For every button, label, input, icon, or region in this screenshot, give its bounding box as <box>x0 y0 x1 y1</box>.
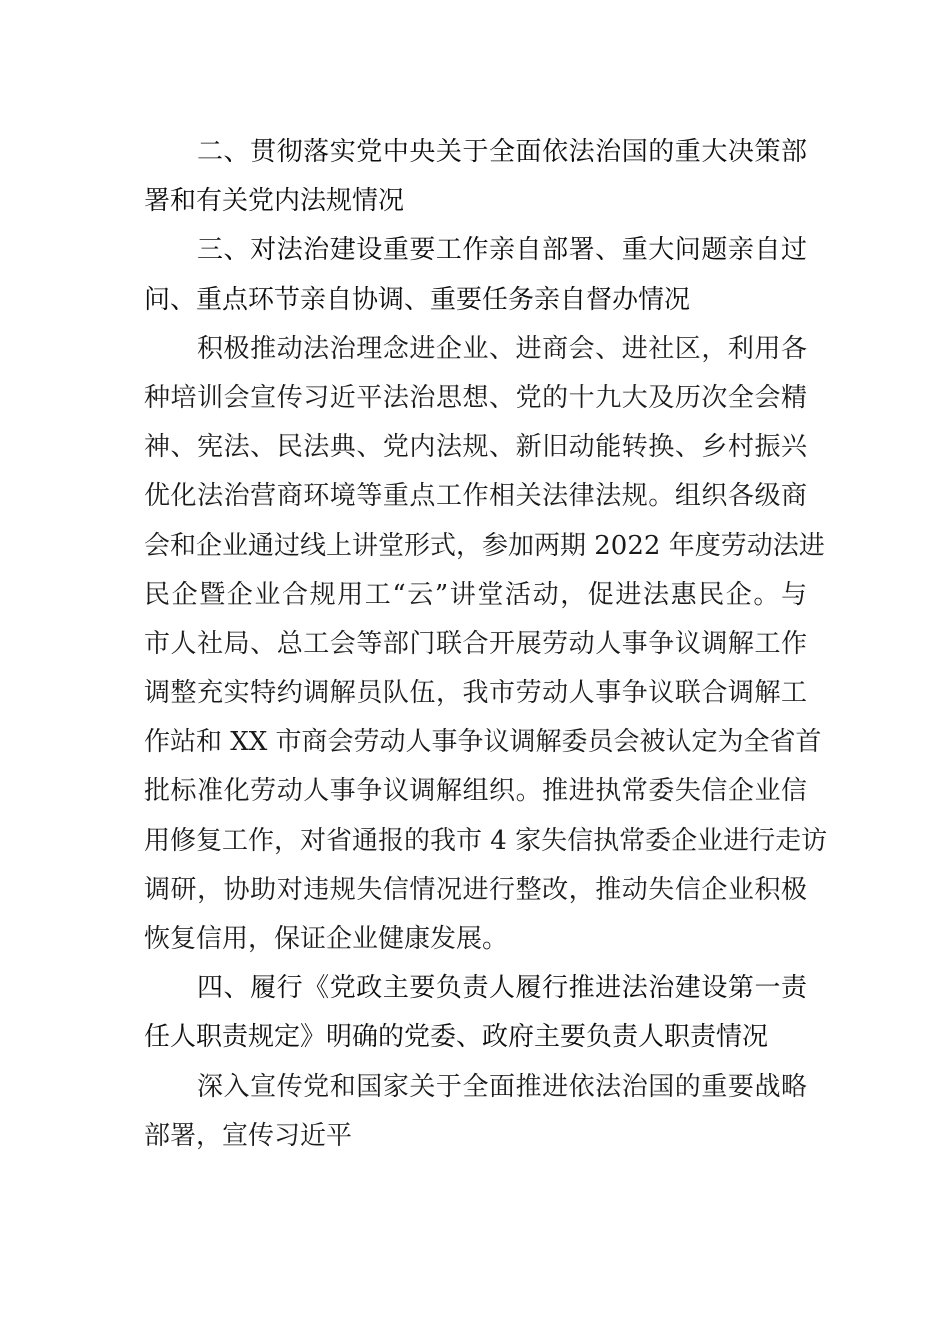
paragraph-line: 批标准化劳动人事争议调解组织。推进执常委失信企业信 <box>144 776 807 807</box>
paragraph-line: 深入宣传党和国家关于全面推进依法治国的重要战略 <box>197 1071 807 1102</box>
section-4-paragraph <box>144 1063 807 1161</box>
paragraph-line: 种培训会宣传习近平法治思想、党的十九大及历次全会精 <box>144 382 807 413</box>
heading-line: 二、贯彻落实党中央关于全面依法治国的重大决策部 <box>197 137 807 167</box>
paragraph-line: 会和企业通过线上讲堂形式，参加两期 2022 年度劳动法进 <box>144 530 825 561</box>
heading-line: 署和有关党内法规情况 <box>144 186 405 217</box>
heading-line: 四、履行《党政主要负责人履行推进法治建设第一责 <box>197 973 807 1004</box>
heading-line: 问、重点环节亲自协调、重要任务亲自督办情况 <box>144 284 691 315</box>
paragraph-line: 民企暨企业合规用工“云”讲堂活动，促进法惠民企。与 <box>144 579 807 610</box>
paragraph-line: 用修复工作，对省通报的我市 4 家失信执常委企业进行走访 <box>144 825 828 856</box>
heading-line: 三、对法治建设重要工作亲自部署、重大问题亲自过 <box>197 235 807 266</box>
section-3-paragraph <box>144 325 828 964</box>
paragraph-line: 恢复信用，保证企业健康发展。 <box>144 924 509 954</box>
section-heading-4 <box>144 964 807 1062</box>
section-heading-3 <box>144 226 807 324</box>
paragraph-line: 积极推动法治理念进企业、进商会、进社区，利用各 <box>197 333 807 364</box>
paragraph-line: 调整充实特约调解员队伍，我市劳动人事争议联合调解工 <box>144 678 807 709</box>
paragraph-line: 优化法治营商环境等重点工作相关法律法规。组织各级商 <box>144 481 807 512</box>
paragraph-line: 作站和 XX 市商会劳动人事争议调解委员会被认定为全省首 <box>144 727 822 758</box>
section-heading-2 <box>144 128 807 226</box>
paragraph-line: 部署，宣传习近平 <box>144 1120 353 1151</box>
paragraph-line: 市人社局、总工会等部门联合开展劳动人事争议调解工作 <box>144 628 807 659</box>
document-page <box>144 128 828 1161</box>
heading-line: 任人职责规定》明确的党委、政府主要负责人职责情况 <box>144 1022 769 1053</box>
paragraph-line: 调研，协助对违规失信情况进行整改，推动失信企业积极 <box>144 874 807 905</box>
paragraph-line: 神、宪法、民法典、党内法规、新旧动能转换、乡村振兴 <box>144 432 807 463</box>
